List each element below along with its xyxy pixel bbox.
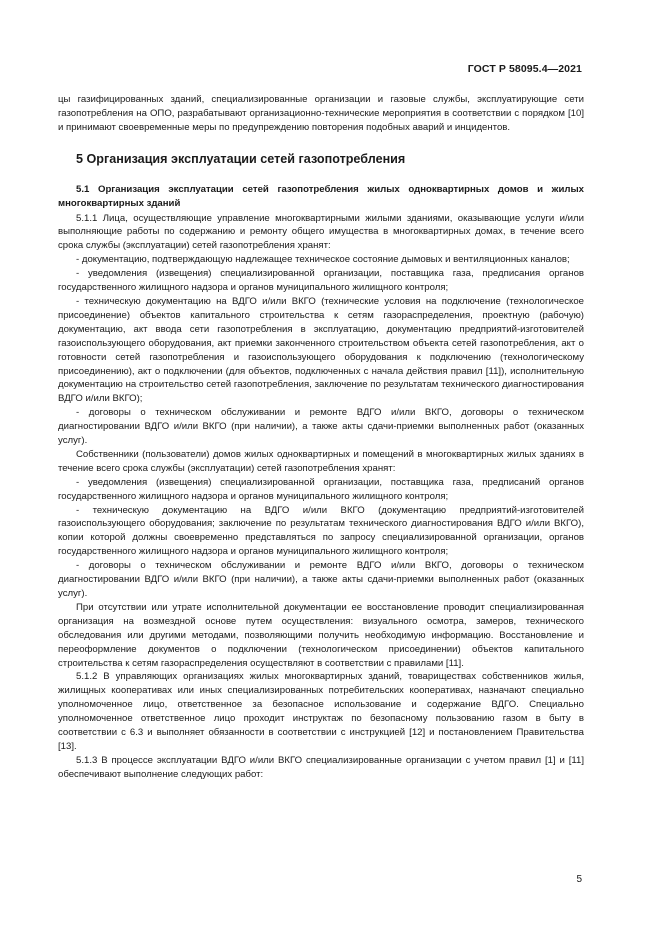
section-title: 5 Организация эксплуатации сетей газопотребления xyxy=(76,151,406,166)
list-item: - договоры о техническом обслуживании и ремонте ВДГО и/или ВКГО, договоры о техническом диагностировании ВДГО и/или ВКГО (при наличии), а также акты сдачи-приемки выполненных работ (оказанных услуг). xyxy=(58,560,584,599)
list-item: - документацию, подтверждающую надлежащее техническое состояние дымовых и вентиляционных каналов; xyxy=(76,254,570,266)
paragraph: 5.1.1 Лица, осуществляющие управление многоквартирными жилыми зданиями, оказывающие услуги и/или выполняющие работы по содержанию и ремонту общего имущества в многоквартирных домах, в течение всего срока службы (эксплуатации) сетей газопотребления хранят: xyxy=(58,212,584,252)
paragraph: Собственники (пользователи) домов жилых одноквартирных и помещений в многоквартирных жилых зданиях в течение всего срока службы (эксплуатации) сетей газопотребления хранят: xyxy=(58,448,584,474)
list-item: - договоры о техническом обслуживании и ремонте ВДГО и/или ВКГО, договоры о техническом диагностировании ВДГО и/или ВКГО (при наличии), а также акты сдачи-приемки выполненных работ (оказанных услуг). xyxy=(58,407,584,447)
paragraph: 5.1.2 В управляющих организациях жилых многоквартирных зданий, товариществах собственников жилья, жилищных кооперативах или иных специализированных потребительских кооперативах, назначают специально уполномоченное лицо, ответственное за безопасное использование и содержание ВДГО. Специально уполномоченное ответственное лицо проходит инструктаж по безопасному пользованию газом в быту в соответствии с 6.3 и выполняет обязанности в соответствии с инструкцией [12] и постановлением Правительства [13]. xyxy=(58,671,584,752)
list-item: - техническую документацию на ВДГО и/или ВКГО (технические условия на подключение (технологическое присоединение) объектов капитального строительства к сетям газораспределения, проектную (рабочую) документацию, акт ввода сети газопотребления в эксплуатацию, документацию предприятий-изготовителей газоиспользующего оборудования, акт приемки законченного строительством объекта сетей газопотребления, акт о готовности сетей газопотребления и газоиспользующего оборудования к подключению (технологическому присоединению), акт о подключении (для объектов, подключенных с начала действия правил [11]), исполнительную документацию на строительство сетей газопотребления, заключение по результатам технического диагностирования ВДГО и/или ВКГО); xyxy=(58,295,584,405)
paragraph: 5.1.3 В процессе эксплуатации ВДГО и/или ВКГО специализированные организации с учетом правил [1] и [11] обеспечивают выполнение следующих работ: xyxy=(58,754,584,780)
page-content xyxy=(58,93,584,782)
intro-paragraph: цы газифицированных зданий, специализированные организации и газовые службы, эксплуатирующие сети газопотребления на ОПО, разрабатывают организационно-технические мероприятия в соответствии с порядком [10] и принимают своевременные меры по предупреждению повторения подобных аварий и инцидентов. xyxy=(58,94,584,133)
list-item: - уведомления (извещения) специализированной организации, поставщика газа, предписаний органов государственного жилищного надзора и органов муниципального жилищного контроля; xyxy=(58,476,584,502)
paragraph: При отсутствии или утрате исполнительной документации ее восстановление проводит специализированная организация на возмездной основе путем осуществления: визуального осмотра, замеров, технического обследования или другими методами, позволяющими получить необходимую информацию. Восстановление и переоформление документов о подключении (технологическом присоединении) объектов капитального строительства к сетям газораспределения осуществляют в соответствии с правилами [11]. xyxy=(58,601,584,669)
list-item: - техническую документацию на ВДГО и/или ВКГО (документацию предприятий-изготовителей газоиспользующего оборудования; заключение по результатам технического диагностирования ВДГО и/или ВКГО), копии которой должны своевременно представляться по запросу специализированной организации, органов государственного жилищного надзора и органов муниципального жилищного контроля; xyxy=(58,504,584,558)
document-header: ГОСТ Р 58095.4—2021 xyxy=(467,63,582,75)
list-item: - уведомления (извещения) специализированной организации, поставщика газа, предписания органов государственного жилищного надзора и органов муниципального жилищного контроля; xyxy=(58,268,584,294)
subsection-title: 5.1 Организация эксплуатации сетей газопотребления жилых одноквартирных домов и жилых многоквартирных зданий xyxy=(58,183,584,209)
page-number: 5 xyxy=(576,874,582,885)
